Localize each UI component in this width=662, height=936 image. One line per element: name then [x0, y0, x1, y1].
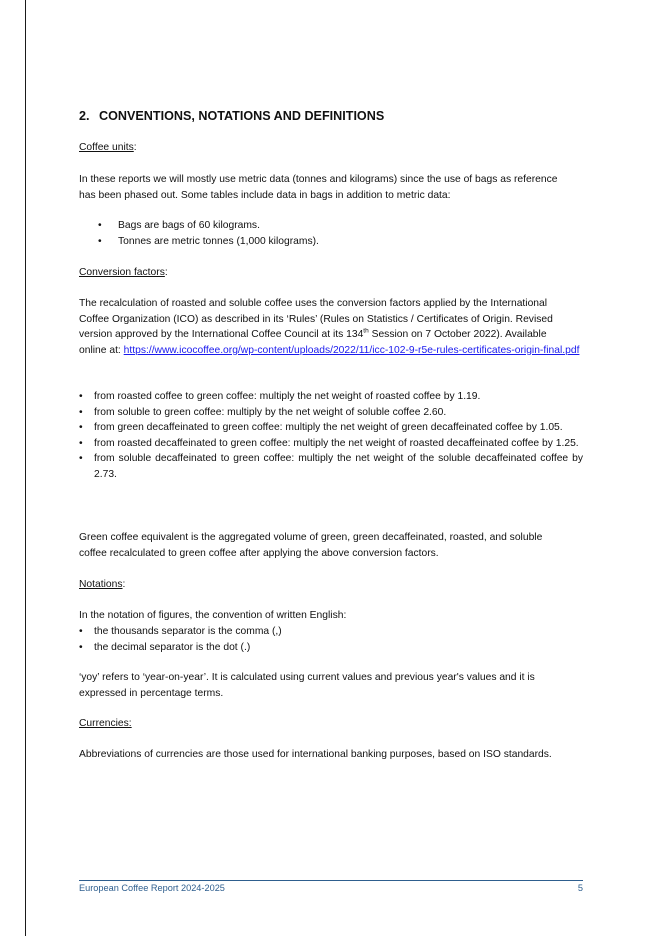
coffee-units-list: [79, 218, 583, 249]
conversion-factors-label-text: Conversion factors: [79, 267, 165, 278]
list-item: • Bags are bags of 60 kilograms.: [79, 218, 583, 234]
page-number: 5: [577, 883, 583, 893]
notations-intro: In the notation of figures, the convention of written English:: [79, 610, 347, 621]
ico-rules-link[interactable]: https://www.icocoffee.org/wp-content/uploads/2022/11/icc-102-9-r5e-rules-certificates-origin-final.pdf: [123, 344, 580, 356]
currencies-text: Abbreviations of currencies are those used for international banking purposes, based on ISO standards.: [79, 749, 552, 760]
currencies-label-text: Currencies:: [79, 718, 132, 729]
conversion-line3-b: Session on 7 October 2022). Available: [368, 329, 547, 341]
section-heading: [79, 108, 384, 124]
coffee-units-intro-line2: has been phased out. Some tables include data in bags in addition to metric data:: [79, 189, 451, 201]
yoy-paragraph: [79, 670, 583, 701]
notations-label-text: Notations: [79, 579, 123, 590]
conversion-line1: The recalculation of roasted and soluble coffee uses the conversion factors applied by the International: [79, 298, 548, 309]
section-title: CONVENTIONS, NOTATIONS AND DEFINITIONS: [99, 109, 385, 123]
list-item: • the thousands separator is the comma (,): [79, 624, 583, 640]
conversion-factors-list: [79, 389, 583, 483]
list-item: • from roasted decaffeinated to green coffee: multiply the net weight of roasted decaffeinated coffee by 1.25.: [79, 436, 583, 452]
footer-report-title: European Coffee Report 2024-2025: [79, 883, 225, 893]
yoy-line1: ‘yoy’ refers to ‘year-on-year’. It is calculated using current values and previous year's values and it is: [79, 672, 535, 683]
notations-list: [79, 624, 583, 655]
notations-label: [79, 577, 583, 593]
conversion-paragraph: [79, 296, 583, 358]
list-item: • from soluble decaffeinated to green coffee: multiply the net weight of the soluble decaffeinated coffee by 2.73.: [79, 451, 583, 482]
list-item: • the decimal separator is the dot (.): [79, 640, 583, 656]
conversion-factors-label: [79, 265, 583, 281]
list-item: • from soluble to green coffee: multiply by the net weight of soluble coffee 2.60.: [79, 405, 583, 421]
notations-colon: :: [122, 579, 126, 590]
footer-divider: [79, 880, 583, 881]
coffee-units-colon: :: [133, 142, 137, 153]
conversion-line2: Coffee Organization (ICO) as described in its ‘Rules’ (Rules on Statistics / Certificates of Origin. Revised: [79, 313, 553, 325]
currencies-label: [79, 716, 583, 732]
equivalent-line2: coffee recalculated to green coffee after applying the above conversion factors.: [79, 547, 439, 559]
coffee-units-label: [79, 140, 583, 156]
coffee-units-intro: [79, 172, 583, 203]
coffee-units-label-text: Coffee units: [79, 142, 134, 153]
yoy-line2: expressed in percentage terms.: [79, 687, 224, 699]
conversion-line4: online at:: [79, 344, 124, 356]
list-item: • from roasted coffee to green coffee: multiply the net weight of roasted coffee by 1.19.: [79, 389, 583, 405]
ordinal-superscript: th: [363, 327, 369, 335]
equivalent-line1: Green coffee equivalent is the aggregated volume of green, green decaffeinated, roasted, and soluble: [79, 532, 543, 543]
page-margin-rule: [25, 0, 26, 936]
green-coffee-equivalent-paragraph: [79, 530, 583, 561]
section-number: 2.: [79, 109, 90, 123]
list-item: • from green decaffeinated to green coffee: multiply the net weight of green decaffeinated coffee by 1.05.: [79, 420, 583, 436]
coffee-units-intro-line1: In these reports we will mostly use metric data (tonnes and kilograms) since the use of bags as reference: [79, 174, 558, 185]
conversion-line3: [79, 329, 547, 340]
list-item: • Tonnes are metric tonnes (1,000 kilograms).: [79, 234, 583, 250]
conversion-factors-colon: :: [164, 267, 168, 278]
conversion-line3-a: version approved by the International Coffee Council at its 134: [79, 329, 364, 341]
